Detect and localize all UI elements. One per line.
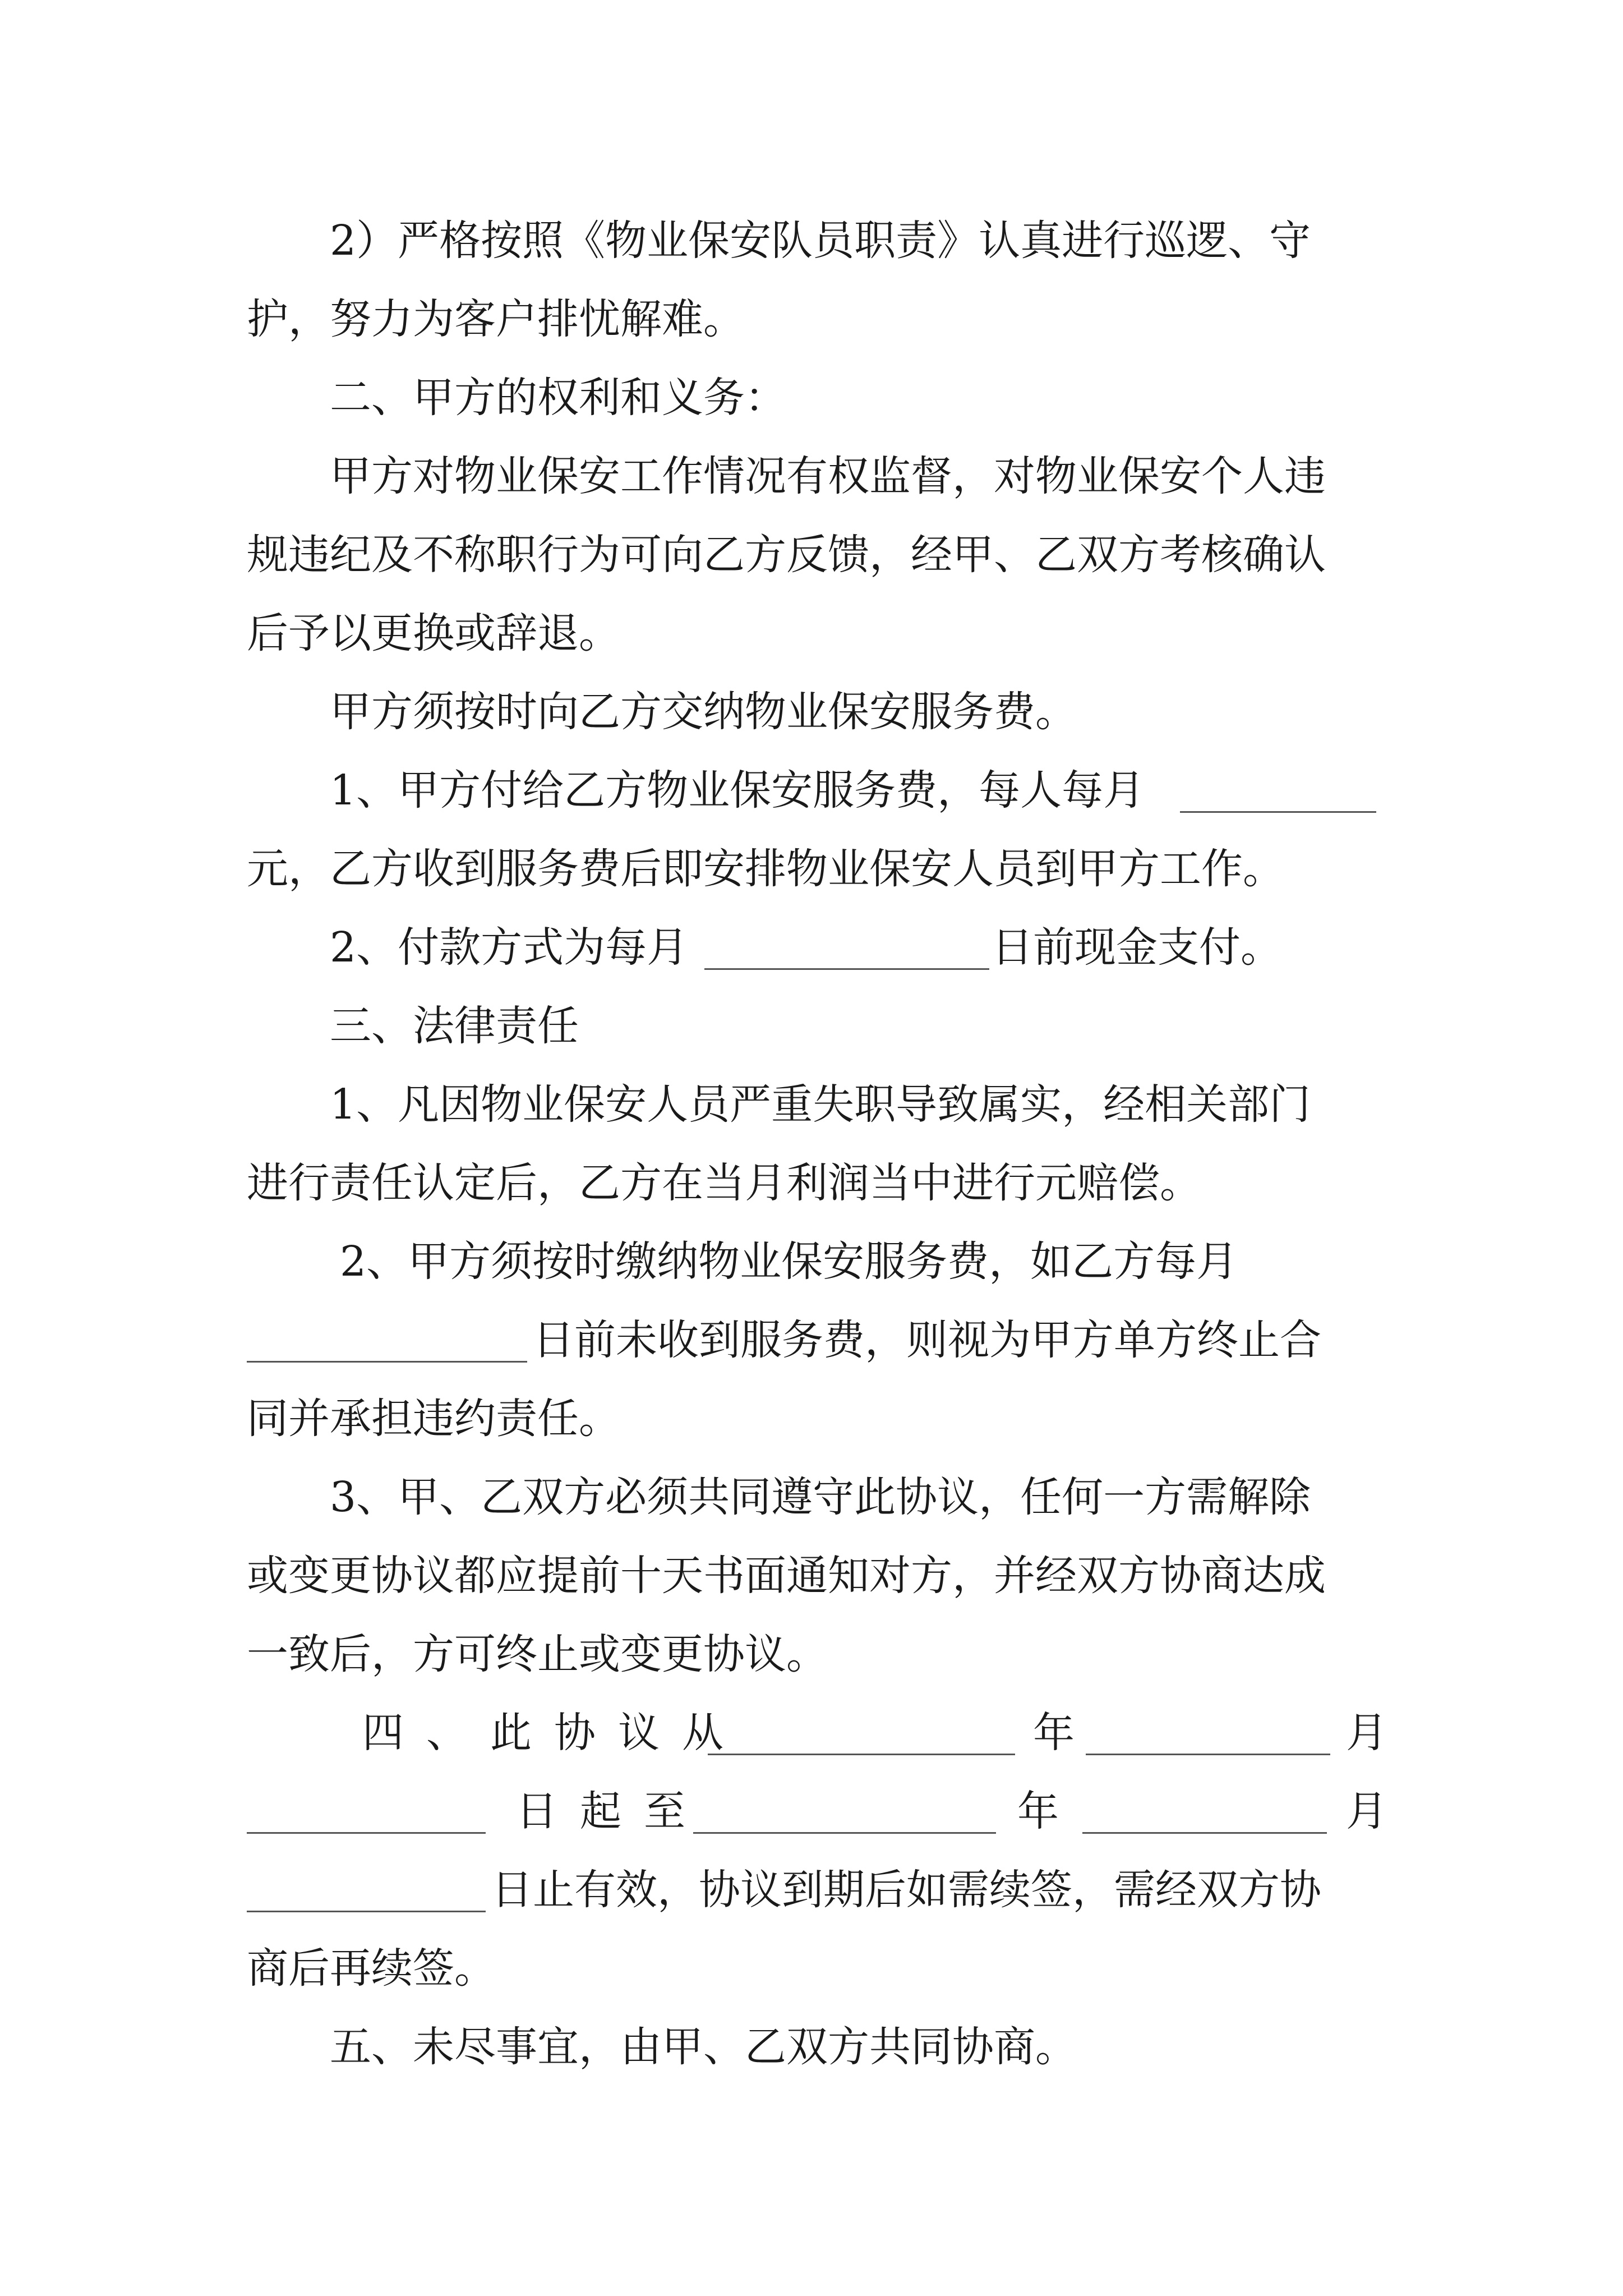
section-heading-legal-liability: 三、法律责任: [330, 1002, 579, 1050]
p10-line1: 3、甲、乙双方必须共同遵守此协议，任何一方需解除: [330, 1473, 1311, 1521]
start-year-blank[interactable]: [708, 1754, 1015, 1755]
p8-line1: 1、凡因物业保安人员严重失职导致属实，经相关部门: [330, 1080, 1311, 1129]
p11-line2: 日起至 年 月: [0, 1791, 1623, 1875]
start-day-blank[interactable]: [247, 1832, 486, 1834]
p11-line1: 四、此协议从 年 月: [362, 1709, 1387, 1757]
p5-line2: 元，乙方收到服务费后即安排物业保安人员到甲方工作。: [247, 845, 1284, 893]
p10-line3: 一致后，方可终止或变更协议。: [247, 1630, 828, 1678]
end-month-blank[interactable]: [1082, 1832, 1327, 1834]
p6-line1: 2、付款方式为每月 日前现金支付。: [330, 923, 1282, 972]
p9-line1: 2、甲方须按时缴纳物业保安服务费，如乙方每月: [340, 1237, 1238, 1286]
p4-line1: 甲方须按时向乙方交纳物业保安服务费。: [330, 688, 1077, 736]
p8-line2: 进行责任认定后，乙方在当月利润当中进行元赔偿。: [247, 1159, 1201, 1207]
p10-line2: 或变更协议都应提前十天书面通知对方，并经双方协商达成: [247, 1552, 1326, 1600]
p1-line2: 护，努力为客户排忧解难。: [247, 295, 745, 343]
end-year-blank[interactable]: [693, 1832, 996, 1834]
p3-line3: 后予以更换或辞退。: [247, 609, 620, 657]
fee-amount-blank[interactable]: [1180, 811, 1376, 813]
section-heading-other-matters: 五、未尽事宜，由甲、乙双方共同协商。: [330, 2023, 1077, 2071]
p1-line1: 2）严格按照《物业保安队员职责》认真进行巡逻、守: [330, 217, 1311, 265]
p11-line4: 商后再续签。: [247, 1944, 496, 1993]
p3-line1: 甲方对物业保安工作情况有权监督，对物业保安个人违: [330, 452, 1326, 500]
payment-day-blank[interactable]: [704, 968, 989, 970]
section-heading-party-a-rights: 二、甲方的权利和义务：: [330, 374, 786, 422]
end-day-blank[interactable]: [247, 1911, 486, 1912]
p5-line1: 1、甲方付给乙方物业保安服务费，每人每月: [0, 770, 1623, 854]
p11-line3: 日止有效，协议到期后如需续签，需经双方协: [0, 1869, 1623, 1953]
start-month-blank[interactable]: [1086, 1754, 1330, 1755]
p9-line3: 同并承担违约责任。: [247, 1395, 620, 1443]
p3-line2: 规违纪及不称职行为可向乙方反馈，经甲、乙双方考核确认: [247, 531, 1326, 579]
overdue-day-blank[interactable]: [247, 1361, 527, 1363]
p9-line2: 日前未收到服务费，则视为甲方单方终止合: [0, 1319, 1623, 1404]
